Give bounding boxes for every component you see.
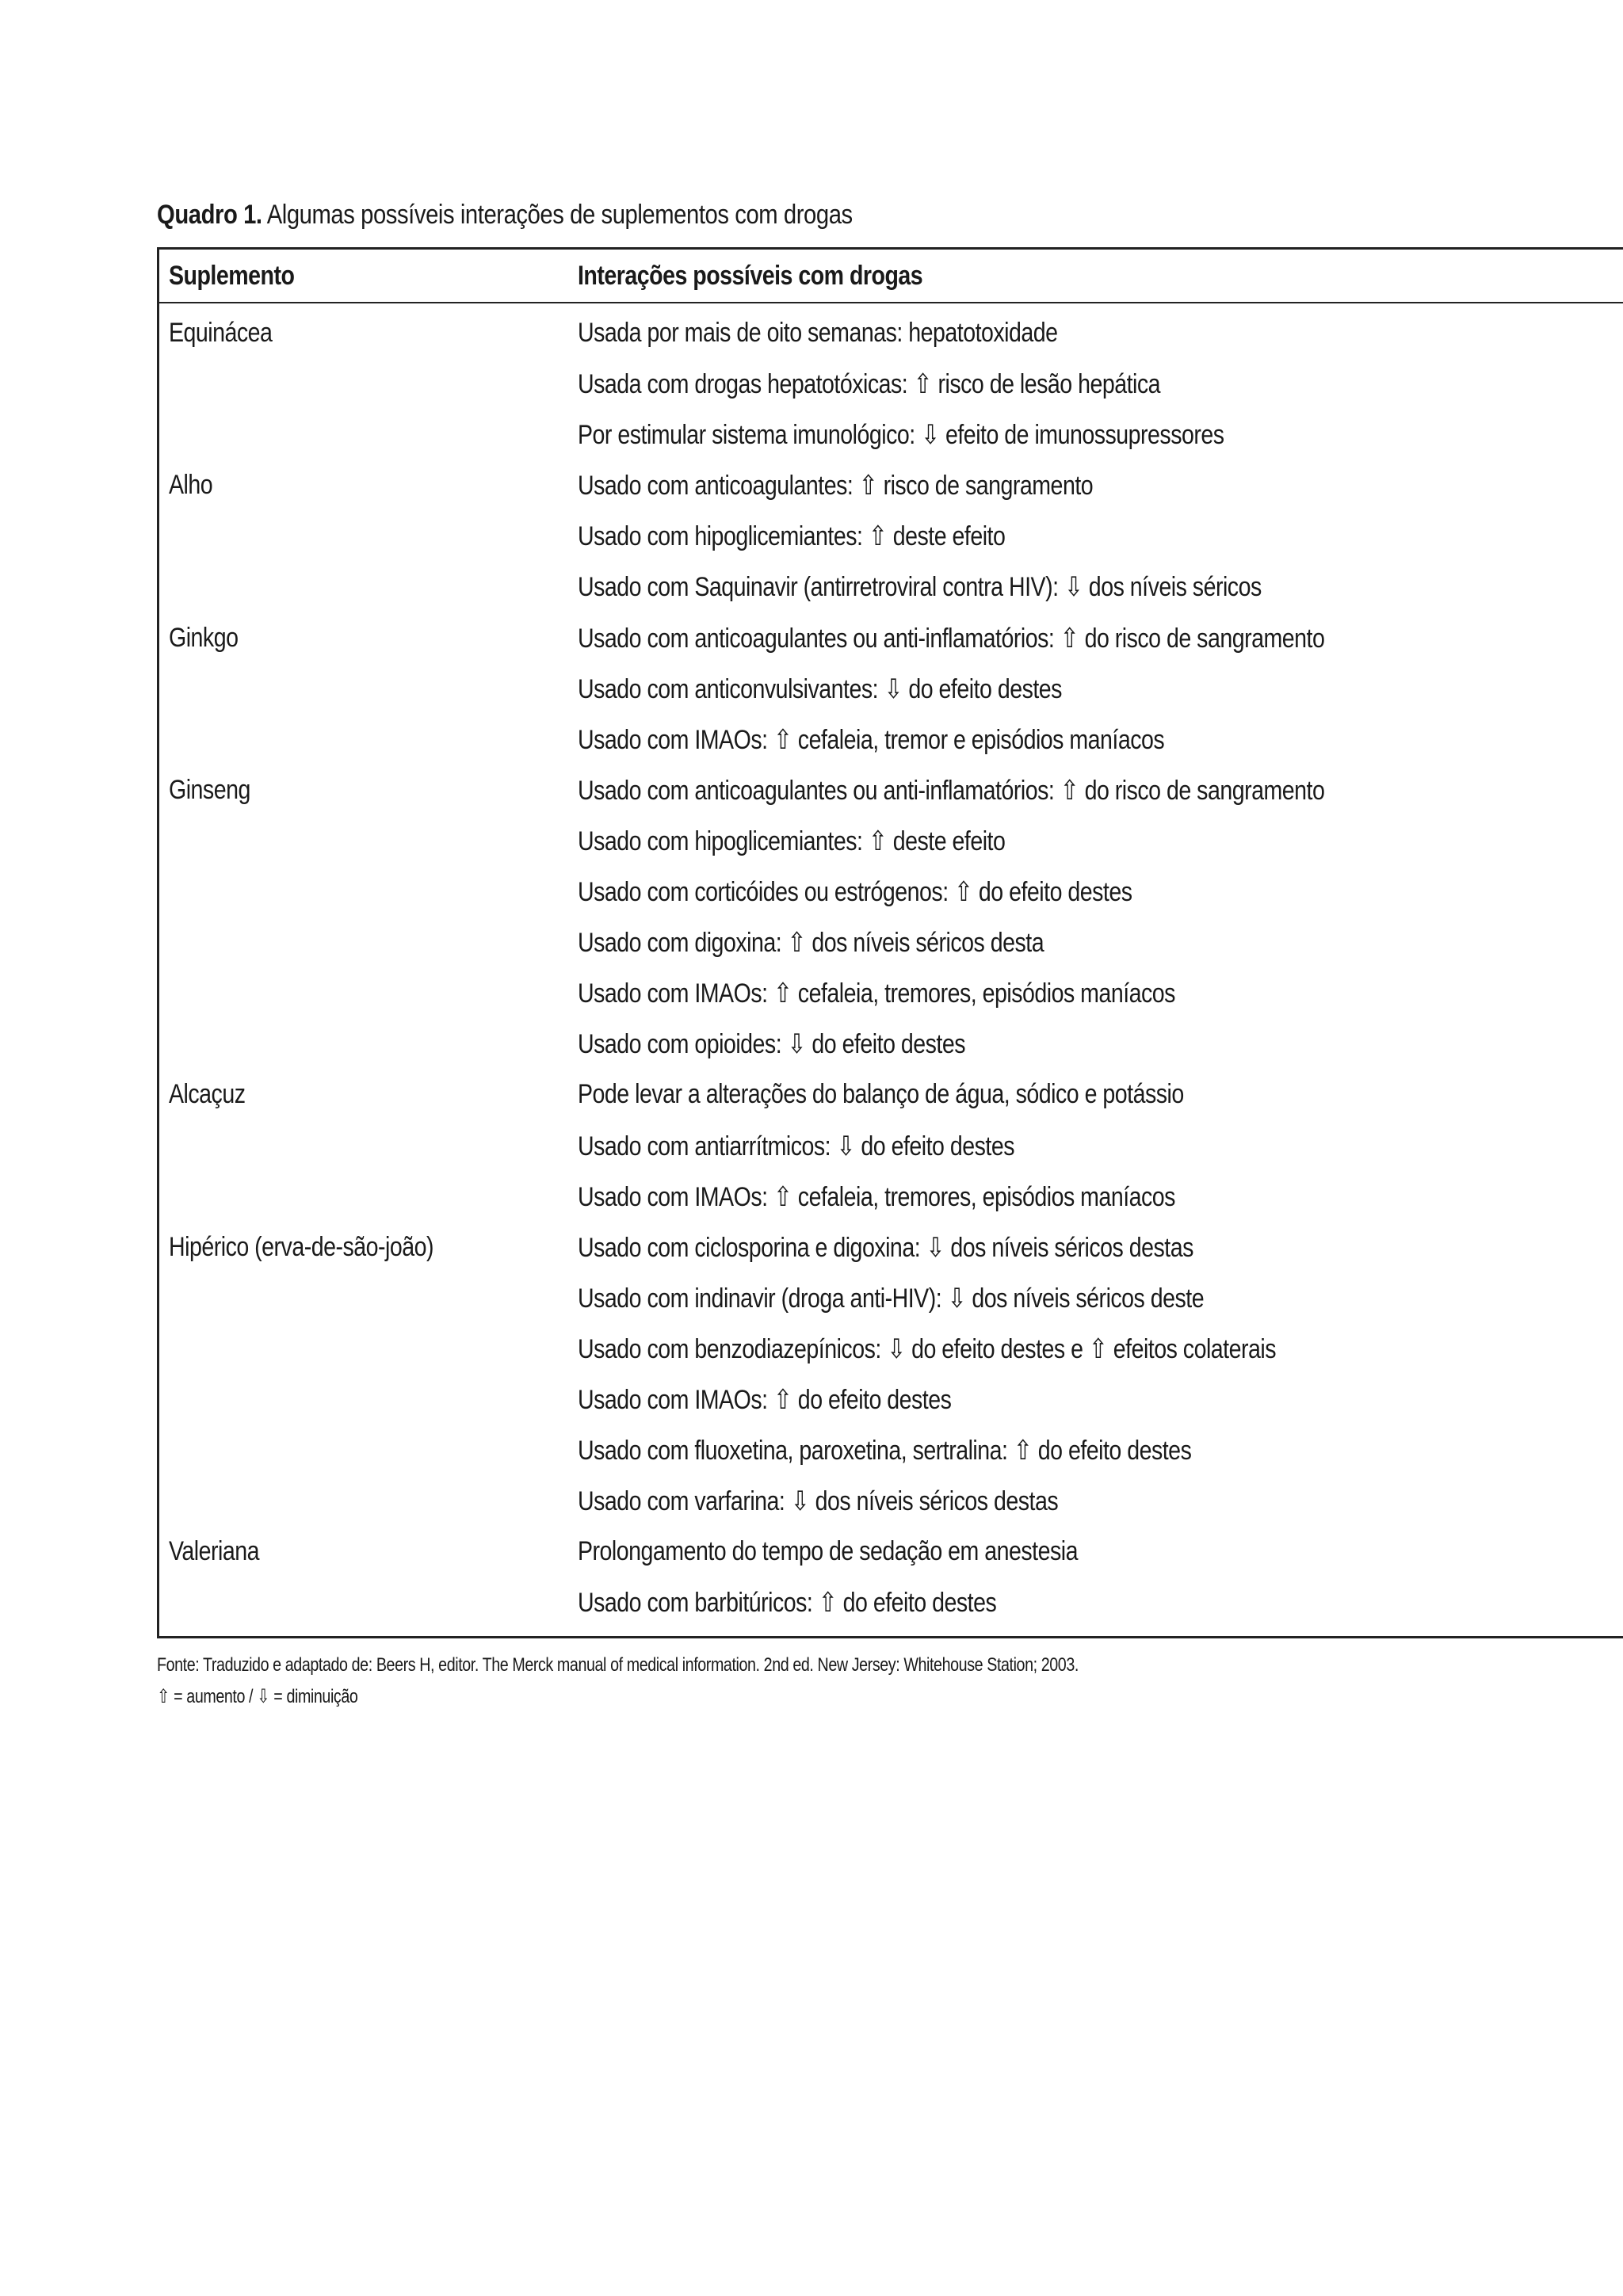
- interactions-table: [157, 247, 1623, 1638]
- supplement-cell: Alcaçuz: [169, 1079, 246, 1110]
- table-caption: [157, 200, 853, 231]
- header-interactions: Interações possíveis com drogas: [578, 261, 923, 291]
- table-row: [159, 867, 1623, 917]
- table-row: [159, 1476, 1623, 1527]
- caption-label: Quadro 1.: [157, 200, 262, 230]
- interaction-cell: Pode levar a alterações do balanço de água, sódico e potássio: [578, 1079, 1184, 1110]
- interaction-cell: Usado com indinavir (droga anti-HIV): ⇩ dos níveis séricos deste: [578, 1283, 1205, 1314]
- interaction-cell: Usado com digoxina: ⇧ dos níveis séricos desta: [578, 928, 1044, 959]
- table-notes: [157, 1650, 1079, 1713]
- table-row: [159, 1121, 1623, 1172]
- table-row: [159, 1222, 1623, 1273]
- table-row: [159, 917, 1623, 968]
- table-row: [159, 1425, 1623, 1476]
- interaction-cell: Usado com fluoxetina, paroxetina, sertralina: ⇧ do efeito destes: [578, 1436, 1192, 1466]
- table-row: [159, 1324, 1623, 1375]
- table-row: [159, 968, 1623, 1019]
- source-note: Fonte: Traduzido e adaptado de: Beers H, editor. The Merck manual of medical information. 2nd ed. New Jersey: Whitehouse Station; 2003.: [157, 1654, 1079, 1676]
- interaction-cell: Por estimular sistema imunológico: ⇩ efeito de imunossupressores: [578, 420, 1224, 451]
- table-row: [159, 308, 1623, 359]
- interaction-cell: Usado com benzodiazepínicos: ⇩ do efeito destes e ⇧ efeitos colaterais: [578, 1333, 1277, 1364]
- caption-text: Algumas possíveis interações de suplementos com drogas: [262, 200, 853, 230]
- table-row: [159, 765, 1623, 816]
- table-row: [159, 511, 1623, 562]
- interaction-cell: Usado com IMAOs: ⇧ do efeito destes: [578, 1384, 952, 1415]
- table-row: [159, 359, 1623, 410]
- interaction-cell: Usado com hipoglicemiantes: ⇧ deste efeito: [578, 521, 1006, 552]
- table-header: [159, 250, 1623, 303]
- table-row: [159, 562, 1623, 612]
- supplement-cell: Alho: [169, 470, 213, 501]
- supplement-cell: Ginkgo: [169, 622, 239, 653]
- table-row: [159, 410, 1623, 460]
- table-row: [159, 1070, 1623, 1120]
- interaction-cell: Usado com ciclosporina e digoxina: ⇩ dos níveis séricos destas: [578, 1232, 1193, 1263]
- header-supplement: Suplemento: [169, 261, 295, 291]
- table-row: [159, 613, 1623, 664]
- interaction-cell: Usado com IMAOs: ⇧ cefaleia, tremores, episódios maníacos: [578, 1181, 1175, 1212]
- supplement-cell: Valeriana: [169, 1536, 260, 1567]
- interaction-cell: Usado com hipoglicemiantes: ⇧ deste efeito: [578, 826, 1006, 856]
- interaction-cell: Usado com barbitúricos: ⇧ do efeito destes: [578, 1588, 997, 1619]
- supplement-cell: Hipérico (erva-de-são-joão): [169, 1231, 434, 1262]
- interaction-cell: Usado com corticóides ou estrógenos: ⇧ do efeito destes: [578, 877, 1132, 908]
- interaction-cell: Usado com IMAOs: ⇧ cefaleia, tremor e episódios maníacos: [578, 724, 1165, 755]
- interaction-cell: Usado com anticoagulantes ou anti-inflamatórios: ⇧ do risco de sangramento: [578, 775, 1325, 806]
- table-row: [159, 1375, 1623, 1425]
- table-row: [159, 1577, 1623, 1628]
- table-row: [159, 460, 1623, 511]
- table-row: [159, 715, 1623, 765]
- interaction-cell: Usado com Saquinavir (antirretroviral contra HIV): ⇩ dos níveis séricos: [578, 572, 1262, 603]
- table-row: [159, 1019, 1623, 1070]
- interaction-cell: Usada com drogas hepatotóxicas: ⇧ risco de lesão hepática: [578, 369, 1161, 400]
- interaction-cell: Usado com IMAOs: ⇧ cefaleia, tremores, episódios maníacos: [578, 978, 1175, 1009]
- table-row: [159, 816, 1623, 867]
- interaction-cell: Usado com opioides: ⇩ do efeito destes: [578, 1029, 966, 1060]
- table-body: [159, 303, 1623, 1636]
- table-row: [159, 1172, 1623, 1222]
- legend-note: ⇧ = aumento / ⇩ = diminuição: [157, 1686, 358, 1707]
- interaction-cell: Usado com varfarina: ⇩ dos níveis séricos destas: [578, 1486, 1059, 1517]
- interaction-cell: Usado com anticoagulantes: ⇧ risco de sangramento: [578, 471, 1094, 502]
- interaction-cell: Usada por mais de oito semanas: hepatotoxidade: [578, 318, 1058, 348]
- supplement-cell: Equinácea: [169, 318, 273, 348]
- interaction-cell: Prolongamento do tempo de sedação em anestesia: [578, 1536, 1078, 1567]
- table-row: [159, 664, 1623, 715]
- interaction-cell: Usado com antiarrítmicos: ⇩ do efeito destes: [578, 1131, 1015, 1161]
- supplement-cell: Ginseng: [169, 774, 250, 805]
- table-row: [159, 1273, 1623, 1324]
- table-row: [159, 1527, 1623, 1577]
- interaction-cell: Usado com anticoagulantes ou anti-inflamatórios: ⇧ do risco de sangramento: [578, 623, 1325, 654]
- interaction-cell: Usado com anticonvulsivantes: ⇩ do efeito destes: [578, 673, 1062, 704]
